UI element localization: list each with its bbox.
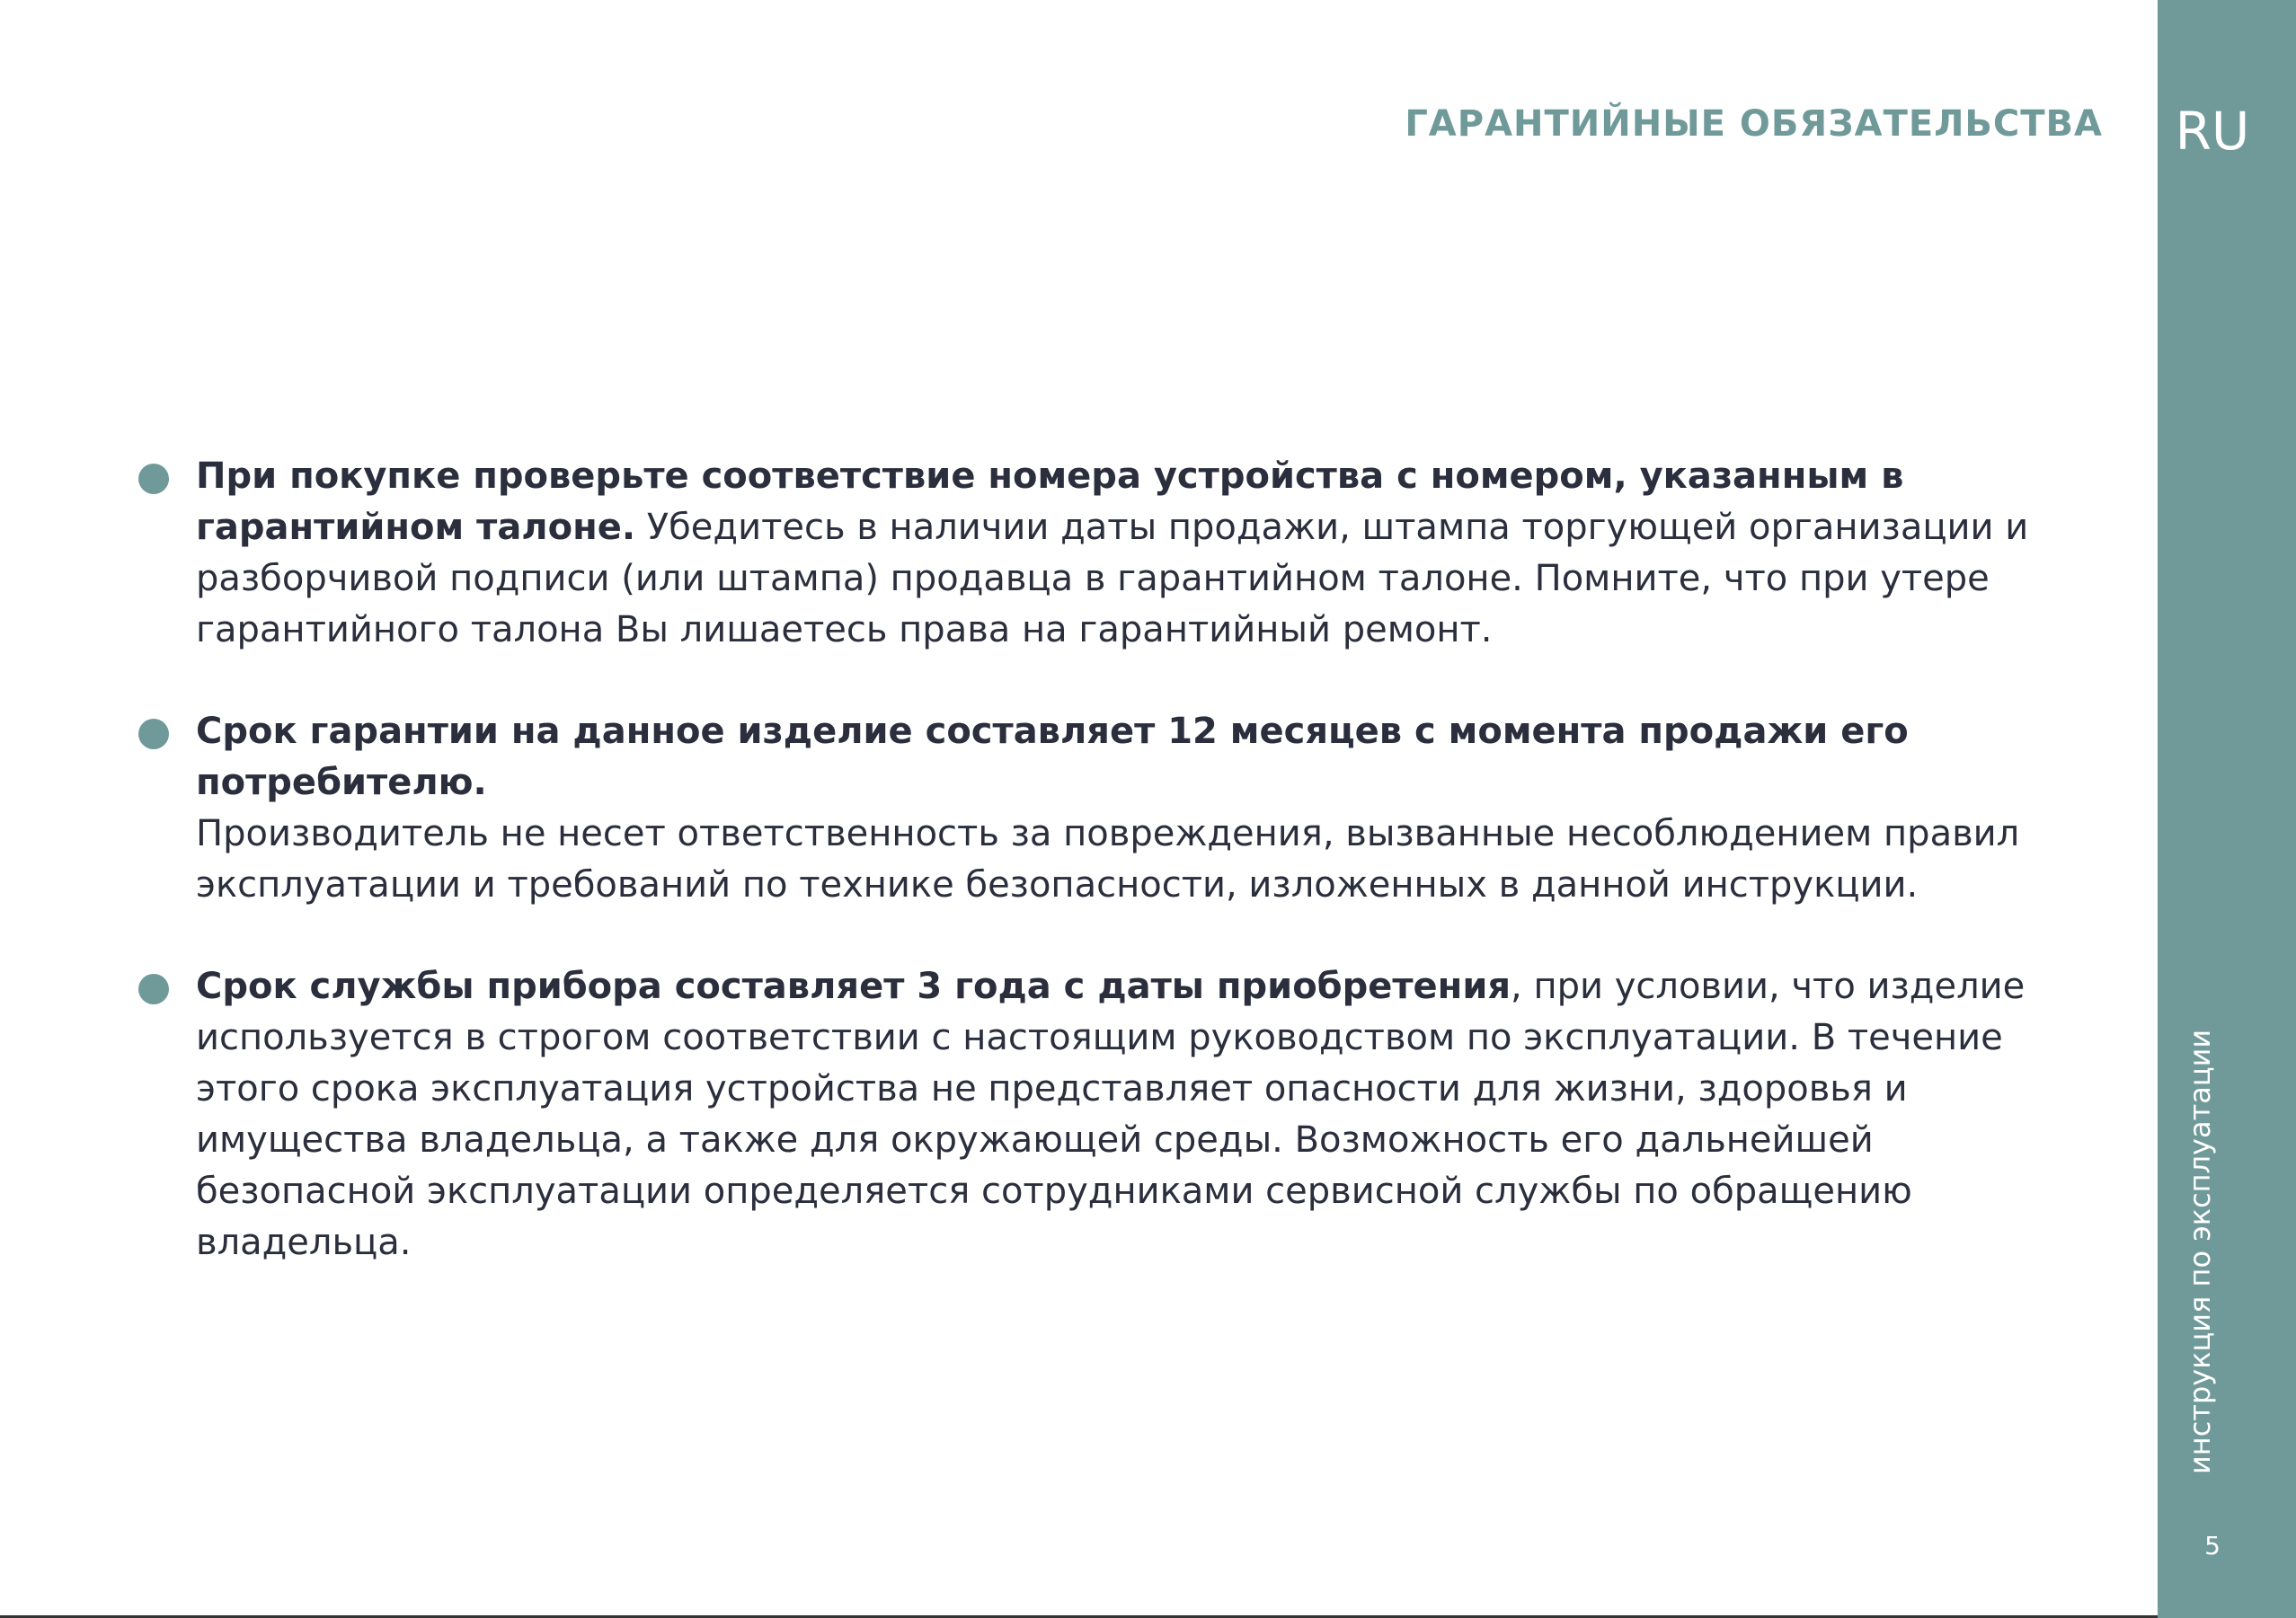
item-bold-text: При покупке проверьте соответствие номера устройства с номером, указанным в гарантийном талоне.	[196, 455, 1904, 548]
page-number: 5	[2204, 1531, 2221, 1561]
bullet-dot-icon	[138, 464, 169, 494]
warranty-content	[138, 451, 2061, 1319]
item-text: , при условии, что изделие используется в строгом соответствии с настоящим руководством по эксплуатации. В течение этого срока эксплуатация устройства не представляет опасности для жизни, здоровья и имущества владельца, а также для окружающей среды. Возможность его дальнейшей безопасной эксплуатации определяется сотрудниками сервисной службы по обращению владельца.	[196, 966, 2026, 1263]
item-bold-text: Срок службы прибора составляет 3 года с даты приобретения	[196, 966, 1511, 1007]
item-bold-text: Срок гарантии на данное изделие составляет 12 месяцев с момента продажи его потребителю.	[196, 711, 1909, 803]
list-item	[138, 451, 2061, 656]
page-title: ГАРАНТИЙНЫЕ ОБЯЗАТЕЛЬСТВА	[1405, 103, 2103, 145]
manual-label: инструкция по эксплуатации	[2183, 1029, 2217, 1474]
bullet-dot-icon	[138, 719, 169, 749]
sidebar	[2158, 0, 2296, 1618]
list-item	[138, 706, 2061, 911]
bullet-dot-icon	[138, 974, 169, 1004]
language-label: RU	[2175, 101, 2250, 162]
item-text: Убедитесь в наличии даты продажи, штампа торгующей организации и разборчивой подписи (или штампа) продавца в гарантийном талоне. Помните, что при утере гарантийного талона Вы лишаетесь права на гарантийный ремонт.	[196, 507, 2029, 650]
list-item	[138, 961, 2061, 1269]
item-text: Производитель не несет ответственность за повреждения, вызванные несоблюдением правил эксплуатации и требований по технике безопасности, изложенных в данной инструкции.	[196, 813, 2020, 906]
